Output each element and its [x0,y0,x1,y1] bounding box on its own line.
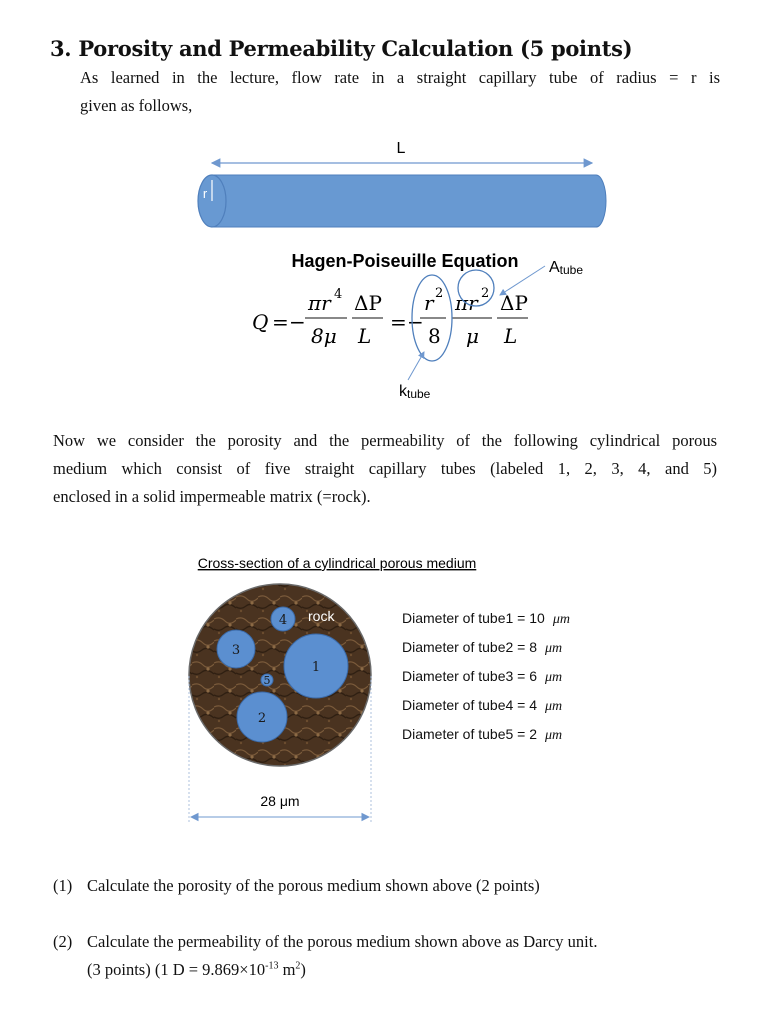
body-line-1: Now we consider the porosity and the permeability of the following cylindrical porous [53,431,717,450]
spec-tube-5: Diameter of tube5 = 2 μm [402,726,563,743]
k-tube-pointer [408,352,424,380]
spec-tube-1: Diameter of tube1 = 10 μm [402,610,570,627]
rock-label: rock [308,608,335,624]
svg-text:8μ: 8μ [311,324,337,348]
capillary-tube-diagram [0,130,775,420]
tube-5-label: 5 [263,674,271,687]
svg-text:2: 2 [435,286,444,301]
svg-text:r: r [424,291,434,315]
svg-text:2: 2 [481,286,490,301]
svg-text:=: = [390,310,407,334]
svg-text:πr: πr [308,291,331,315]
question-2: (2) Calculate the permeability of the porous medium shown above as Darcy unit. [53,932,598,951]
cross-section-title: Cross-section of a cylindrical porous medium [197,555,477,571]
body-paragraph [53,427,717,511]
svg-text:ΔP: ΔP [354,291,382,315]
k-tube-label: ktube [399,383,431,401]
tube-2-label: 2 [257,711,267,726]
svg-text:−: − [407,310,424,334]
tube-3-label: 3 [231,643,241,658]
hagen-poiseuille-equation [252,286,528,348]
svg-text:=: = [272,310,289,334]
svg-text:L: L [504,324,518,348]
svg-text:μ: μ [466,324,479,348]
width-label: 28 μm [260,793,300,809]
svg-text:Q: Q [252,310,269,334]
body-line-2: medium which consist of five straight capillary tubes (labeled 1, 2, 3, 4, and 5) [53,459,717,478]
question-1: (1) Calculate the porosity of the porous medium shown above (2 points) [53,876,540,895]
spec-tube-2: Diameter of tube2 = 8 μm [402,639,563,656]
capillary-tube [212,175,606,227]
question-heading: 3. Porosity and Permeability Calculation (5 points) [50,36,633,61]
spec-tube-3: Diameter of tube3 = 6 μm [402,668,563,685]
question-2-line-2: (3 points) (1 $D = 9.869\times 10^{-13}$ $m^2$) [87,960,306,979]
a-tube-label: Atube [549,259,584,277]
svg-text:L: L [358,324,372,348]
tube-4-label: 4 [278,613,288,628]
radius-label: r [202,186,208,201]
svg-text:8: 8 [428,324,441,348]
spec-tube-4: Diameter of tube4 = 4 μm [402,697,563,714]
equation-title: Hagen-Poiseuille Equation [291,251,519,271]
svg-text:πr: πr [455,291,478,315]
intro-line-2: given as follows, [80,96,193,115]
intro-paragraph [80,64,720,120]
body-line-3: enclosed in a solid impermeable matrix (=rock). [53,487,371,506]
svg-text:−: − [289,310,306,334]
cross-section-diagram [170,548,510,838]
svg-text:4: 4 [334,287,343,302]
intro-line-1: As learned in the lecture, flow rate in a straight capillary tube of radius = r is [80,68,720,87]
length-label: L [396,140,406,157]
svg-text:ΔP: ΔP [500,291,528,315]
tube-1-label: 1 [311,660,321,675]
